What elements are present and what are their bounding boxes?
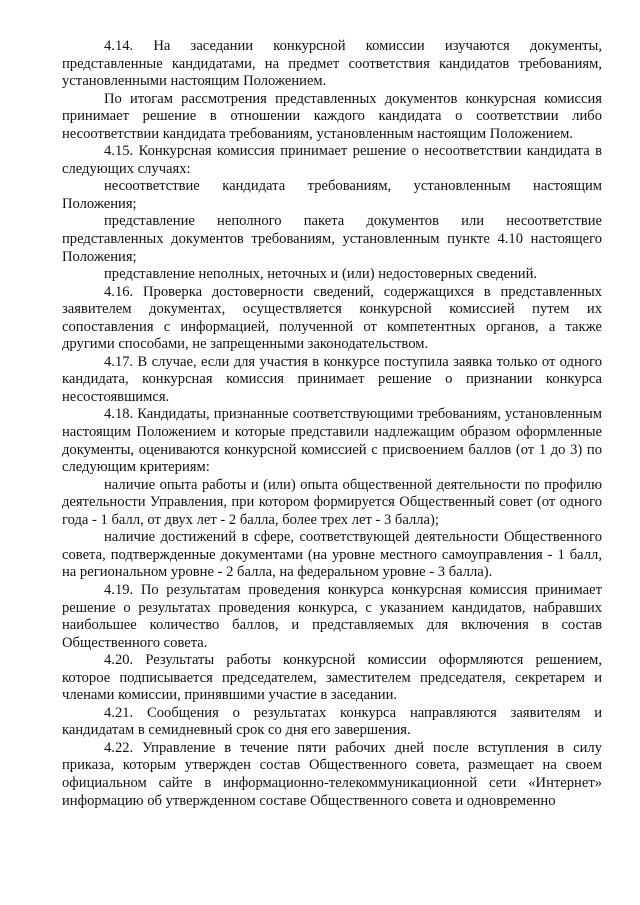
paragraph-4-19: 4.19. По результатам проведения конкурса конкурсная комиссия принимает решение о результатах проведения конкурса, с указанием кандидатов, набравших наибольшее количество баллов, и представляемых для включения в состав Общественного совета. xyxy=(62,581,602,651)
paragraph-4-20: 4.20. Результаты работы конкурсной комиссии оформляются решением, которое подписывается председателем, заместителем председателя, секретарем и членами комиссии, принявшими участие в заседании. xyxy=(62,652,602,704)
paragraph-4-15: 4.15. Конкурсная комиссия принимает решение о несоответствии кандидата в следующих случаях: xyxy=(62,143,602,177)
paragraph-4-17: 4.17. В случае, если для участия в конкурсе поступила заявка только от одного кандидата, конкурсная комиссия принимает решение о признании конкурса несостоявшимся. xyxy=(62,353,602,405)
document-page xyxy=(62,38,602,810)
paragraph-4-18: 4.18. Кандидаты, признанные соответствующими требованиям, установленным настоящим Положением и которые представили надлежащим образом оформленные документы, оцениваются конкурсной комиссией с присвоением баллов (от 1 до 3) по следующим критериям: xyxy=(62,406,602,476)
list-item-inaccurate-info: представление неполных, неточных и (или) недостоверных сведений. xyxy=(104,266,538,283)
paragraph-4-22: 4.22. Управление в течение пяти рабочих дней после вступления в силу приказа, которым утвержден состав Общественного совета, размещает на своем официальном сайте в информационно-телекоммуникационной сети «Интернет» информацию об утвержденном составе Общественного совета и одновременно xyxy=(62,739,602,809)
paragraph-4-14-decision: По итогам рассмотрения представленных документов конкурсная комиссия принимает решение в отношении каждого кандидата о соответствии либо несоответствии кандидата требованиям, установленным настоящим Положением. xyxy=(62,90,602,142)
paragraph-4-21: 4.21. Сообщения о результатах конкурса направляются заявителям и кандидатам в семидневный срок со дня его завершения. xyxy=(62,704,602,739)
list-item-incomplete-package: представление неполного пакета документов или несоответствие представленных документов требованиям, установленным пункте 4.10 настоящего Положения; xyxy=(62,213,602,265)
paragraph-4-14: 4.14. На заседании конкурсной комиссии изучаются документы, представленные кандидатами, на предмет соответствия кандидатов требованиям, установленными настоящим Положением. xyxy=(62,38,602,90)
criterion-achievements: наличие достижений в сфере, соответствующей деятельности Общественного совета, подтвержденные документами (на уровне местного самоуправления - 1 балл, на региональном уровне - 2 балла, на федеральном уровне - 3 балла). xyxy=(62,529,602,581)
criterion-experience: наличие опыта работы и (или) опыта общественной деятельности по профилю деятельности Управления, при котором формируется Общественный совет (от одного года - 1 балл, от двух лет - 2 балла, более трех лет - 3 балла); xyxy=(62,476,602,528)
list-item-nonconformity: несоответствие кандидата требованиям, установленным настоящим Положения; xyxy=(62,178,602,212)
paragraph-4-16: 4.16. Проверка достоверности сведений, содержащихся в представленных заявителем документах, осуществляется конкурсной комиссией путем их сопоставления с информацией, полученной от компетентных органов, а также другими способами, не запрещенными законодательством. xyxy=(62,283,602,353)
